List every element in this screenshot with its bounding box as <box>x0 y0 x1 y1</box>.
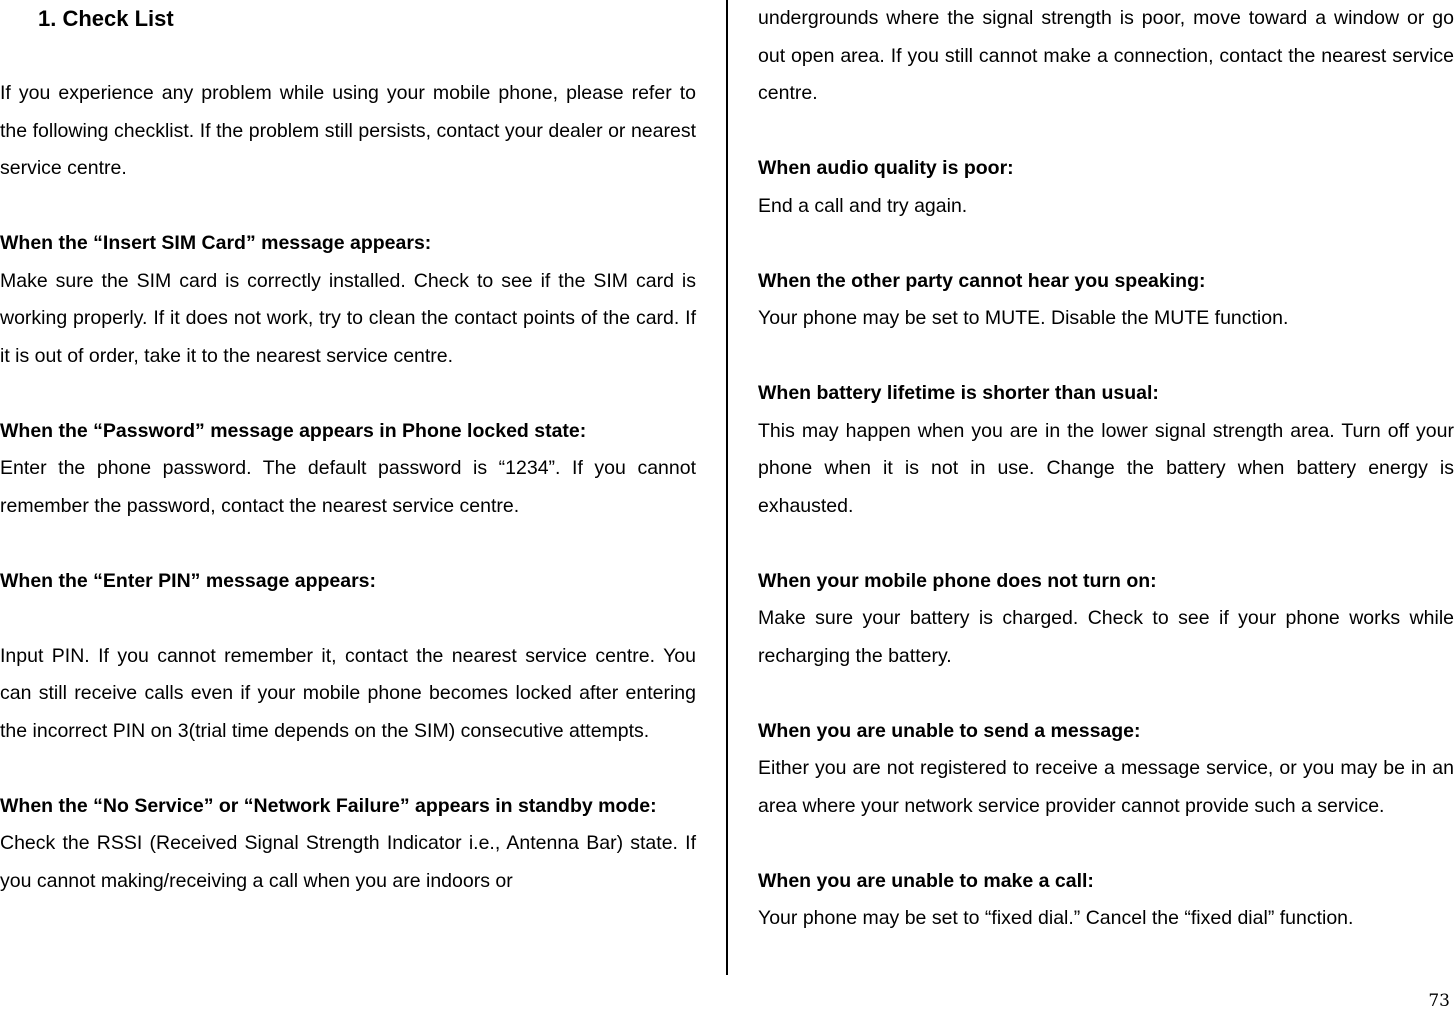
section-heading-other-party: When the other party cannot hear you speaking: <box>758 269 1206 292</box>
intro-paragraph: If you experience any problem while using your mobile phone, please refer to the following checklist. If the problem still persists, contact your dealer or nearest service centre. <box>0 82 696 179</box>
section-body-no-service: Check the RSSI (Received Signal Strength Indicator i.e., Antenna Bar) state. If you cannot making/receiving a call when you are indoors or <box>0 832 696 892</box>
column-divider <box>726 0 728 975</box>
section-heading-send-message: When you are unable to send a message: <box>758 719 1141 742</box>
section-body-enter-pin: Input PIN. If you cannot remember it, contact the nearest service centre. You can still receive calls even if your mobile phone becomes locked after entering the incorrect PIN on 3(trial time depends on the SIM) consecutive attempts. <box>0 644 696 742</box>
section-body-other-party: Your phone may be set to MUTE. Disable the MUTE function. <box>758 307 1289 329</box>
section-heading-battery-lifetime: When battery lifetime is shorter than usual: <box>758 382 1159 404</box>
right-column <box>758 0 1454 938</box>
page-title: 1. Check List <box>38 6 174 31</box>
section-body-not-turn-on: Make sure your battery is charged. Check to see if your phone works while recharging the battery. <box>758 607 1454 667</box>
page-number: 73 <box>1428 991 1450 1011</box>
section-heading-password: When the “Password” message appears in Phone locked state: <box>0 419 587 442</box>
section-heading-insert-sim: When the “Insert SIM Card” message appears: <box>0 232 432 254</box>
continuation-paragraph: undergrounds where the signal strength is poor, move toward a window or go out open area. If you still cannot make a connection, contact the nearest service centre. <box>758 7 1454 104</box>
section-body-password: Enter the phone password. The default password is “1234”. If you cannot remember the password, contact the nearest service centre. <box>0 457 696 517</box>
section-heading-make-call: When you are unable to make a call: <box>758 869 1094 892</box>
section-body-battery-lifetime: This may happen when you are in the lower signal strength area. Turn off your phone when it is not in use. Change the battery when battery energy is exhausted. <box>758 419 1454 517</box>
section-body-insert-sim: Make sure the SIM card is correctly installed. Check to see if the SIM card is working properly. If it does not work, try to clean the contact points of the card. If it is out of order, take it to the nearest service centre. <box>0 269 696 367</box>
section-heading-not-turn-on: When your mobile phone does not turn on: <box>758 569 1157 592</box>
section-body-audio-quality: End a call and try again. <box>758 194 968 217</box>
section-heading-enter-pin: When the “Enter PIN” message appears: <box>0 569 377 592</box>
section-heading-audio-quality: When audio quality is poor: <box>758 157 1014 179</box>
left-column <box>0 0 696 900</box>
section-body-make-call: Your phone may be set to “fixed dial.” Cancel the “fixed dial” function. <box>758 907 1354 929</box>
section-body-send-message: Either you are not registered to receive a message service, or you may be in an area where your network service provider cannot provide such a service. <box>758 757 1454 817</box>
section-heading-no-service: When the “No Service” or “Network Failure” appears in standby mode: <box>0 794 657 817</box>
